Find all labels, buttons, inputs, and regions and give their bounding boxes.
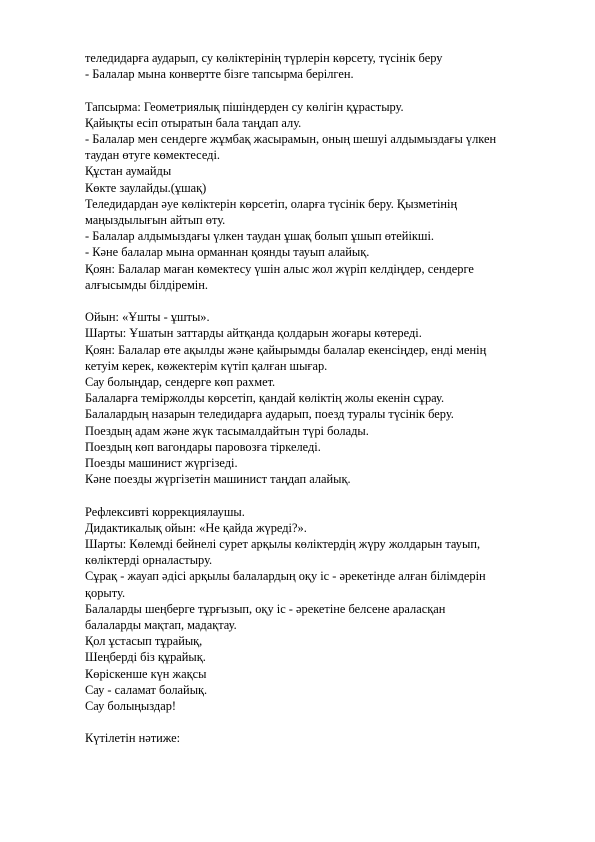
text-line: Шеңберді біз құрайық.: [85, 650, 206, 665]
blank-line: [85, 82, 555, 98]
text-line: Тапсырма: Геометриялық пішіндерден су көлігін құрастыру.: [85, 99, 404, 114]
text-line: Ойын: «Ұшты - ұшты».: [85, 310, 210, 325]
text-line: Балаларға теміржолды көрсетіп, қандай көліктің жолы екенін сұрау.: [85, 391, 445, 406]
document-body-text: [85, 50, 555, 747]
text-line: - Балалар алдымыздағы үлкен таудан ұшақ болып ұшып өтейікші.: [85, 229, 434, 244]
text-line: Сау болыңдар, сендерге көп рахмет.: [85, 375, 276, 390]
text-line: кетуім керек, көжектерім күтіп қалған шығар.: [85, 358, 328, 373]
blank-line: [85, 714, 555, 730]
text-line: Шарты: Ұшатын заттарды айтқанда қолдарын жоғары көтереді.: [85, 326, 422, 341]
text-line: Қоян: Балалар өте ақылды және қайырымды балалар екенсіңдер, енді менің: [85, 342, 487, 357]
text-line: алғысымды білдіремін.: [85, 277, 208, 292]
text-line: Күтілетін нәтиже:: [85, 731, 181, 746]
text-line: көліктерді орналастыру.: [85, 553, 213, 568]
text-line: Дидактикалық ойын: «Не қайда жүреді?».: [85, 520, 307, 535]
text-line: Сұрақ - жауап әдісі арқылы балалардың оқу іс - әрекетінде алған білімдерін: [85, 569, 486, 584]
text-line: Кәне поезды жүргізетін машинист таңдап алайық.: [85, 472, 351, 487]
text-line: Шарты: Көлемді бейнелі сурет арқылы көліктердің жүру жолдарын тауып,: [85, 537, 481, 552]
text-line: Поезды машинист жүргізеді.: [85, 456, 238, 471]
text-line: Қол ұстасып тұрайық,: [85, 634, 203, 649]
text-line: - Балалар мына конвертте бізге тапсырма берілген.: [85, 67, 354, 82]
text-line: - Балалар мен сендерге жұмбақ жасырамын, оның шешуі алдымыздағы үлкен: [85, 132, 497, 146]
text-line: Теледидардан әуе көліктерін көрсетіп, оларға түсінік беру. Қызметінің: [85, 196, 458, 211]
text-line: Көріскенше күн жақсы: [85, 666, 207, 681]
text-line: - Кәне балалар мына орманнан қоянды тауып алайық.: [85, 245, 370, 260]
text-line: қорыту.: [85, 585, 126, 600]
text-line: Поездың көп вагондары паровозға тіркеледі.: [85, 439, 321, 454]
text-line: Көкте заулайды.(ұшақ): [85, 180, 207, 195]
text-line: Балалардың назарын теледидарға аударып, поезд туралы түсінік беру.: [85, 407, 454, 422]
text-line: Қоян: Балалар маған көмектесу үшін алыс жол жүріп келдіңдер, сендерге: [85, 261, 474, 276]
text-line: Балаларды шеңберге тұрғызып, оқу іс - әрекетіне белсене араласқан: [85, 601, 446, 616]
text-line: теледидарға аударып, су көліктерінің түрлерін көрсету, түсінік беру: [85, 51, 443, 65]
text-line: Сау - саламат болайық.: [85, 682, 208, 697]
blank-line: [85, 487, 555, 503]
text-line: маңыздылығын айтып өту.: [85, 213, 226, 228]
text-line: таудан өтуге көмектеседі.: [85, 148, 221, 163]
text-line: Рефлексивті коррекциялаушы.: [85, 504, 245, 519]
text-line: балаларды мақтап, мадақтау.: [85, 618, 237, 633]
text-line: Құстан аумайды: [85, 164, 172, 179]
text-line: Поездың адам және жүк тасымалдайтын түрі болады.: [85, 423, 369, 438]
text-line: Қайықты есіп отыратын бала таңдап алу.: [85, 115, 302, 130]
blank-line: [85, 293, 555, 309]
text-line: Сау болыңыздар!: [85, 699, 177, 714]
